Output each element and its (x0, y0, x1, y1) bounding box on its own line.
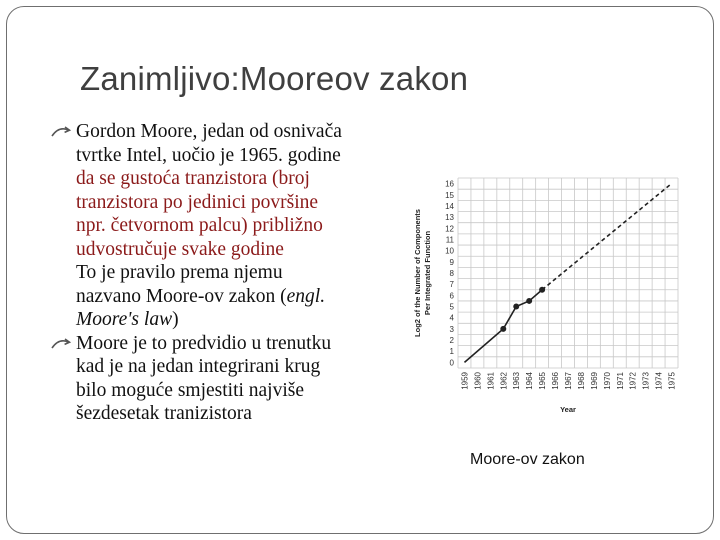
data-point-marker (500, 326, 506, 332)
y-tick-label: 15 (445, 190, 454, 200)
x-tick-label: 1964 (525, 372, 535, 390)
slide-title: Zanimljivo:Mooreov zakon (80, 60, 469, 97)
y-tick-label: 12 (445, 224, 454, 234)
bullet-line-highlight: udvostručuje svake godine (76, 238, 284, 260)
bullet-text-italic: engl. (286, 285, 326, 307)
y-tick-label: 10 (445, 246, 454, 256)
curved-arrow-bullet-icon (50, 125, 72, 139)
bullet-text-italic: Moore's law (76, 309, 173, 330)
y-tick-label: 1 (449, 347, 454, 357)
bullet-line (76, 308, 390, 332)
bullet-text: ) (172, 309, 179, 330)
y-tick-label: 11 (445, 235, 454, 245)
bullet-line-highlight: da se gustoća tranzistora (broj (76, 168, 310, 189)
bullet-item-prediction (50, 332, 390, 426)
bullet-text: nazvano Moore-ov zakon ( (76, 285, 287, 307)
bullet-line: kad je na jedan integrirani krug (76, 356, 321, 377)
bullet-line: Moore je to predvidio u trenutku (76, 332, 332, 354)
y-tick-label: 13 (445, 213, 454, 223)
curved-arrow-bullet-icon (50, 337, 72, 351)
x-tick-label: 1975 (667, 372, 677, 390)
y-tick-label: 9 (449, 257, 454, 267)
y-tick-label: 3 (449, 324, 454, 334)
bullet-line: Gordon Moore, jedan od osnivača (76, 121, 342, 142)
y-tick-label: 7 (449, 280, 454, 290)
y-tick-label: 4 (449, 313, 454, 323)
x-tick-label: 1960 (473, 372, 483, 390)
x-tick-label: 1968 (576, 372, 586, 390)
y-tick-label: 16 (445, 179, 454, 189)
bullet-line (76, 285, 390, 309)
data-point-marker (513, 304, 519, 310)
bullet-list (50, 120, 390, 426)
bullet-line: To je pravilo prema njemu (76, 262, 283, 283)
bullet-line-highlight: tranzistora po jedinici površine (76, 191, 319, 213)
x-tick-label: 1962 (499, 372, 509, 390)
bullet-line: šezdesetak tranizistora (76, 403, 252, 424)
data-point-marker (539, 287, 545, 293)
x-tick-label: 1963 (512, 372, 522, 390)
y-tick-label: 6 (449, 291, 454, 301)
x-tick-label: 1974 (654, 372, 664, 390)
y-tick-label: 2 (449, 336, 454, 346)
x-tick-label: 1971 (615, 372, 625, 390)
x-tick-label: 1959 (460, 372, 470, 390)
y-axis-title-line: Log2 of the Number of Components (413, 209, 422, 337)
x-tick-label: 1970 (602, 372, 612, 390)
bullet-item-gordon-moore (50, 120, 390, 332)
x-tick-label: 1966 (551, 372, 561, 390)
x-tick-label: 1972 (628, 372, 638, 390)
bullet-line: tvrtke Intel, uočio je 1965. godine (76, 144, 341, 166)
x-tick-label: 1961 (486, 372, 496, 390)
chart-caption: Moore-ov zakon (470, 451, 585, 468)
x-tick-label: 1965 (538, 372, 548, 390)
y-tick-label: 14 (445, 201, 454, 211)
y-tick-label: 5 (449, 302, 454, 312)
x-tick-label: 1973 (641, 372, 651, 390)
data-point-marker (526, 298, 532, 304)
y-tick-label: 8 (449, 269, 454, 278)
x-axis-title: Year (560, 405, 576, 414)
moore-law-chart (400, 170, 690, 425)
y-axis-title-line: Per Integrated Function (423, 230, 432, 316)
x-tick-label: 1967 (564, 372, 573, 390)
chart-svg (400, 170, 690, 425)
x-tick-label: 1969 (589, 372, 599, 390)
y-tick-label: 0 (449, 358, 454, 368)
bullet-line: bilo moguće smjestiti najviše (76, 379, 305, 401)
bullet-line-highlight: npr. četvornom palcu) približno (76, 215, 323, 236)
